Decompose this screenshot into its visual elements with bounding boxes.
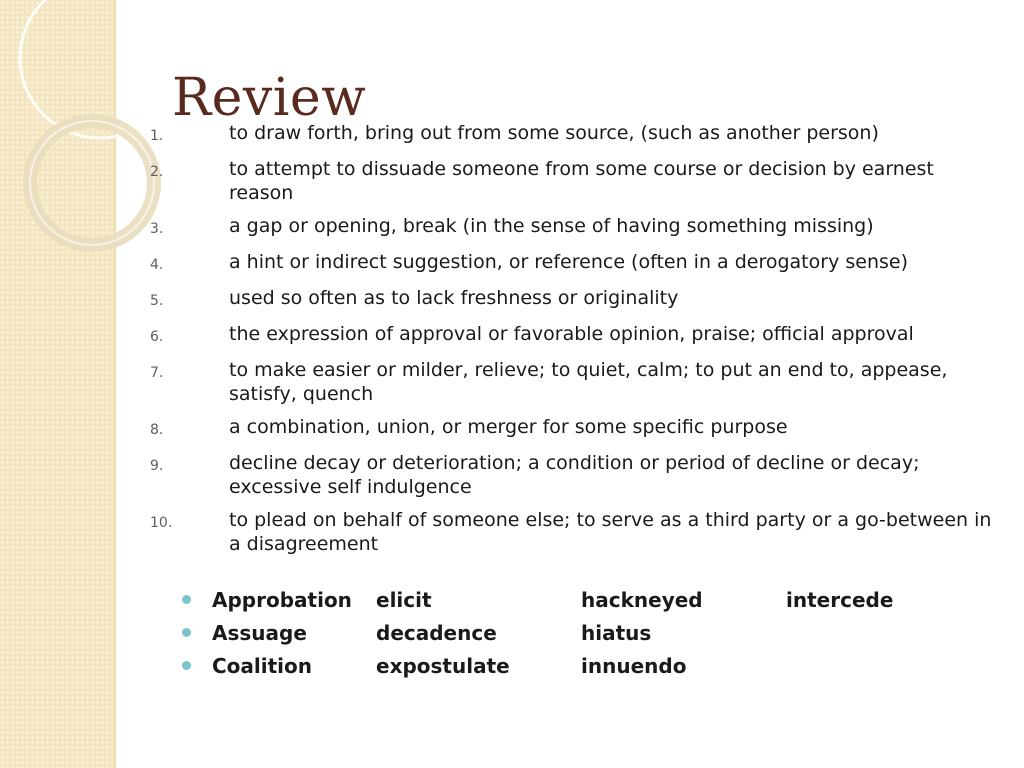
vocab-word: intercede	[786, 587, 894, 612]
definition-item	[150, 358, 1000, 406]
definition-text: to attempt to dissuade someone from some course or decision by earnest reason	[229, 158, 934, 204]
word-bank	[182, 583, 936, 682]
item-number: 1.	[150, 128, 164, 144]
vocab-word: elicit	[376, 587, 432, 612]
item-number: 8.	[150, 422, 164, 438]
bullet-icon	[182, 595, 191, 604]
definition-text: a gap or opening, break (in the sense of having something missing)	[229, 215, 874, 237]
word-bank-row	[182, 649, 936, 682]
word-bank-row	[182, 583, 936, 616]
vocab-word: hiatus	[581, 620, 652, 645]
definition-item	[150, 250, 1000, 277]
definition-text: to make easier or milder, relieve; to quiet, calm; to put an end to, appease, satisfy, quench	[229, 359, 948, 405]
item-number: 10.	[150, 515, 173, 531]
item-number: 5.	[150, 293, 164, 309]
definition-text: the expression of approval or favorable opinion, praise; official approval	[229, 323, 914, 345]
definition-item	[150, 508, 1000, 556]
definition-text: to draw forth, bring out from some source, (such as another person)	[229, 122, 879, 144]
vocab-word: Coalition	[212, 653, 313, 678]
definition-item	[150, 286, 1000, 313]
vocab-word: hackneyed	[581, 587, 703, 612]
word-bank-row	[182, 616, 936, 649]
vocab-word: Assuage	[212, 620, 307, 645]
vocab-word: innuendo	[581, 653, 687, 678]
bullet-icon	[182, 661, 191, 670]
definition-item	[150, 121, 1000, 148]
vocab-word: decadence	[376, 620, 497, 645]
definition-text: a hint or indirect suggestion, or reference (often in a derogatory sense)	[229, 251, 908, 273]
bullet-icon	[182, 628, 191, 637]
slide-title: Review	[172, 68, 367, 128]
definition-text: to plead on behalf of someone else; to serve as a third party or a go-between in a disagreement	[229, 509, 992, 555]
item-number: 3.	[150, 221, 164, 237]
definition-item	[150, 157, 1000, 205]
definition-item	[150, 322, 1000, 349]
item-number: 2.	[150, 164, 164, 180]
item-number: 4.	[150, 257, 164, 273]
definition-text: used so often as to lack freshness or originality	[229, 287, 679, 309]
definition-text: a combination, union, or merger for some specific purpose	[229, 416, 788, 438]
vocab-word: expostulate	[376, 653, 510, 678]
definition-text: decline decay or deterioration; a condition or period of decline or decay; excessive self indulgence	[229, 452, 920, 498]
definitions-list	[150, 121, 1000, 565]
definition-item	[150, 214, 1000, 241]
item-number: 7.	[150, 365, 164, 381]
item-number: 9.	[150, 458, 164, 474]
vocab-word: Approbation	[212, 587, 352, 612]
definition-item	[150, 415, 1000, 442]
item-number: 6.	[150, 329, 164, 345]
definition-item	[150, 451, 1000, 499]
